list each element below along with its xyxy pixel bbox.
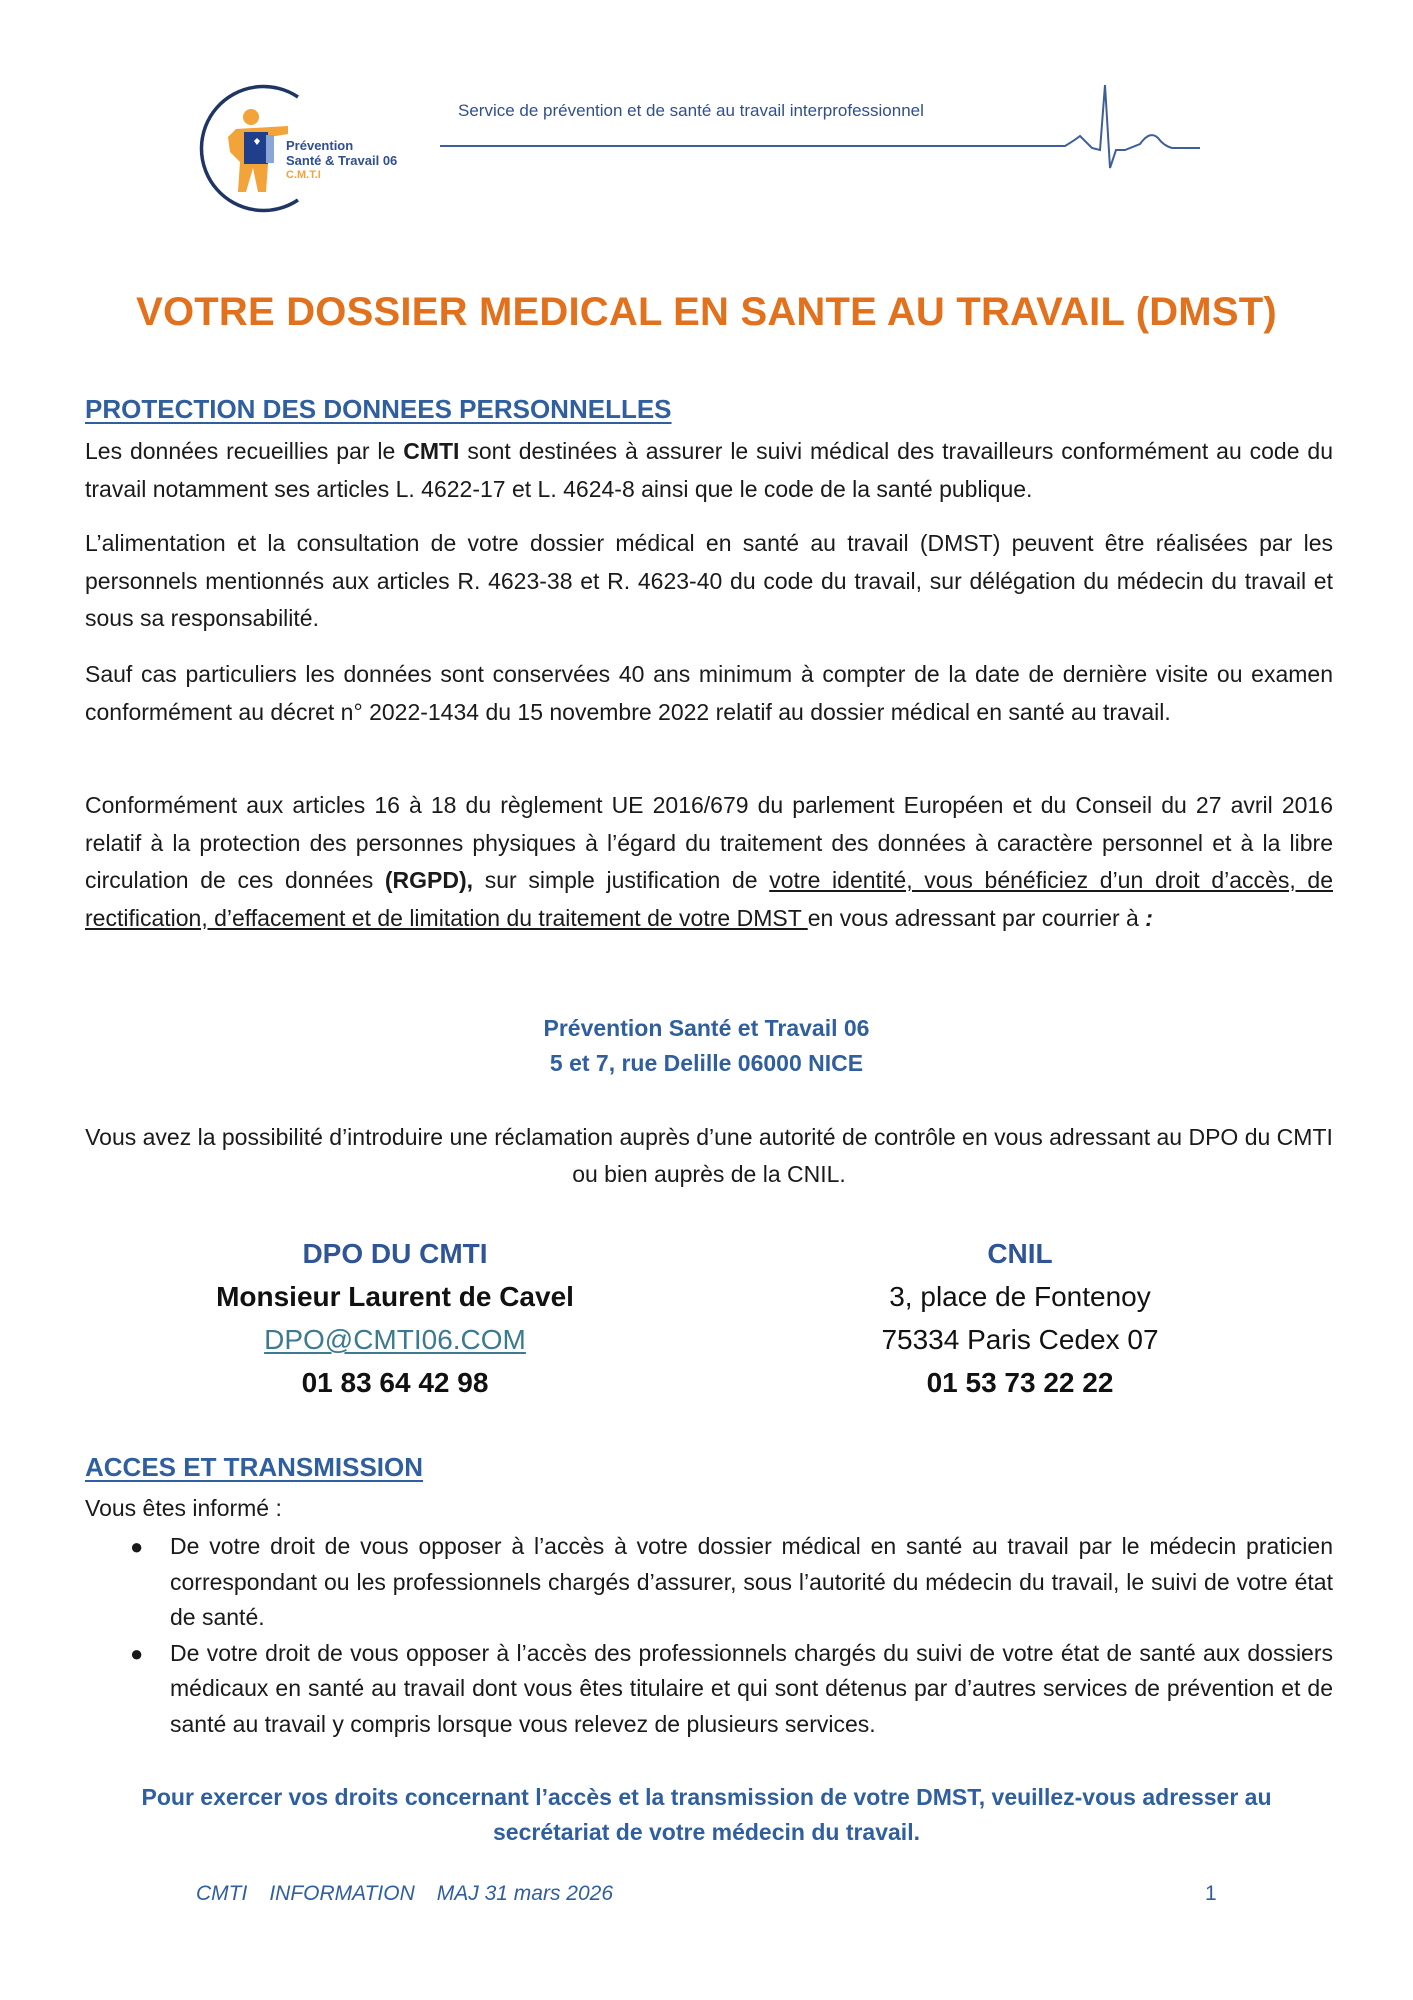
colon: : (1145, 904, 1153, 931)
section-heading-data-protection: PROTECTION DES DONNEES PERSONNELLES (85, 394, 672, 424)
logo-line-3: C.M.T.I (286, 169, 321, 181)
closing-notice: Pour exercer vos droits concernant l’accès et la transmission de votre DMST, veuillez-vous adresser au secrétariat de votre médecin du travail. (141, 1784, 1272, 1845)
page-footer (196, 1882, 635, 1906)
address-line-1: Prévention Santé et Travail 06 (543, 1015, 870, 1041)
text-span: sur simple justification de (473, 867, 770, 893)
list-item-text: De votre droit de vous opposer à l’accès à votre dossier médical en santé au travail par le médecin praticien correspondant ou les professionnels chargés d’assurer, sous l’autorité du médecin du travail, le suivi de votre état de santé. (170, 1533, 1333, 1630)
cmti-bold: CMTI (403, 438, 460, 464)
section-heading-access-transmission: ACCES ET TRANSMISSION (85, 1452, 424, 1482)
dpo-email-link[interactable]: DPO@CMTI06.COM (264, 1324, 526, 1355)
text-span: Les données recueillies par le (85, 438, 404, 464)
list-item (85, 1529, 1333, 1636)
text-span: en vous adressant par courrier à (807, 904, 1146, 931)
bullet-icon: ● (130, 1640, 144, 1666)
document-title: VOTRE DOSSIER MEDICAL EN SANTE AU TRAVAIL (DMST) (136, 290, 1277, 334)
cnil-contact-block (820, 1232, 1220, 1404)
company-logo (178, 82, 428, 217)
cnil-phone: 01 53 73 22 22 (926, 1367, 1114, 1398)
complaint-paragraph: Vous avez la possibilité d’introduire une réclamation auprès d’une autorité de contrôle en vous adressant au DPO du CMTI ou bien auprès de la CNIL. (85, 1124, 1333, 1187)
footer-org: CMTI (196, 1882, 248, 1905)
dpo-phone: 01 83 64 42 98 (301, 1367, 489, 1398)
paragraph-data-retention: Sauf cas particuliers les données sont conservées 40 ans minimum à compter de la date de dernière visite ou examen conformément au décret n° 2022-1434 du 15 novembre 2022 relatif au dossier médical en santé au travail. (85, 661, 1333, 725)
cnil-heading: CNIL (987, 1238, 1053, 1269)
rights-underlined: votre identité, vous bénéficiez d’un droit d’accès, de rectification, d’effacement et de limitation du traitement de votre DMST (85, 867, 1333, 931)
rgpd-bold: (RGPD), (384, 867, 474, 893)
header-tagline: Service de prévention et de santé au travail interprofessionnel (458, 101, 924, 120)
heartbeat-line-icon (440, 80, 1200, 180)
bullet-icon: ● (130, 1534, 144, 1559)
footer-label: INFORMATION (269, 1882, 415, 1905)
dpo-heading: DPO DU CMTI (302, 1238, 488, 1269)
postal-address (0, 1011, 1413, 1081)
logo-line-1: Prévention (286, 138, 354, 153)
paragraph-dmst-access: L’alimentation et la consultation de votre dossier médical en santé au travail (DMST) peuvent être réalisées par les personnels mentionnés aux articles R. 4623-38 et R. 4623-40 du code du travail, sur délégation du médecin du travail et sous sa responsabilité. (85, 530, 1333, 631)
logo-line-2: Santé & Travail 06 (286, 153, 398, 168)
list-item (85, 1636, 1333, 1743)
paragraph-rgpd-rights (85, 787, 1333, 937)
cnil-address-1: 3, place de Fontenoy (889, 1281, 1151, 1312)
dpo-contact-block (180, 1232, 610, 1404)
footer-updated: MAJ 31 mars 2026 (436, 1882, 614, 1905)
cnil-address-2: 75334 Paris Cedex 07 (881, 1324, 1159, 1355)
rights-list (85, 1529, 1333, 1742)
text-span: Conformément aux articles 16 à 18 du règlement UE 2016/679 du parlement Européen et du Conseil du 27 avril 2016 relatif à la protection des personnes physiques à l’égard du traitement des données à caractère personnel et à la libre circulation de ces données (85, 792, 1333, 893)
address-line-2: 5 et 7, rue Delille 06000 NICE (549, 1050, 864, 1076)
access-intro: Vous êtes informé : (85, 1495, 282, 1521)
text-span: sont destinées à assurer le suivi médical des travailleurs conformément au code du travail notamment ses articles L. 4622-17 et L. 4624-8 ainsi que le code de la santé publique. (85, 438, 1333, 502)
list-item-text: De votre droit de vous opposer à l’accès des professionnels chargés du suivi de votre état de santé aux dossiers médicaux en santé au travail dont vous êtes titulaire et qui sont détenus par d’autres services de prévention et de santé au travail y compris lorsque vous relevez de plusieurs services. (170, 1639, 1333, 1737)
page-number: 1 (1205, 1882, 1217, 1905)
paragraph-data-purpose (85, 433, 1333, 508)
dpo-name: Monsieur Laurent de Cavel (216, 1281, 574, 1312)
